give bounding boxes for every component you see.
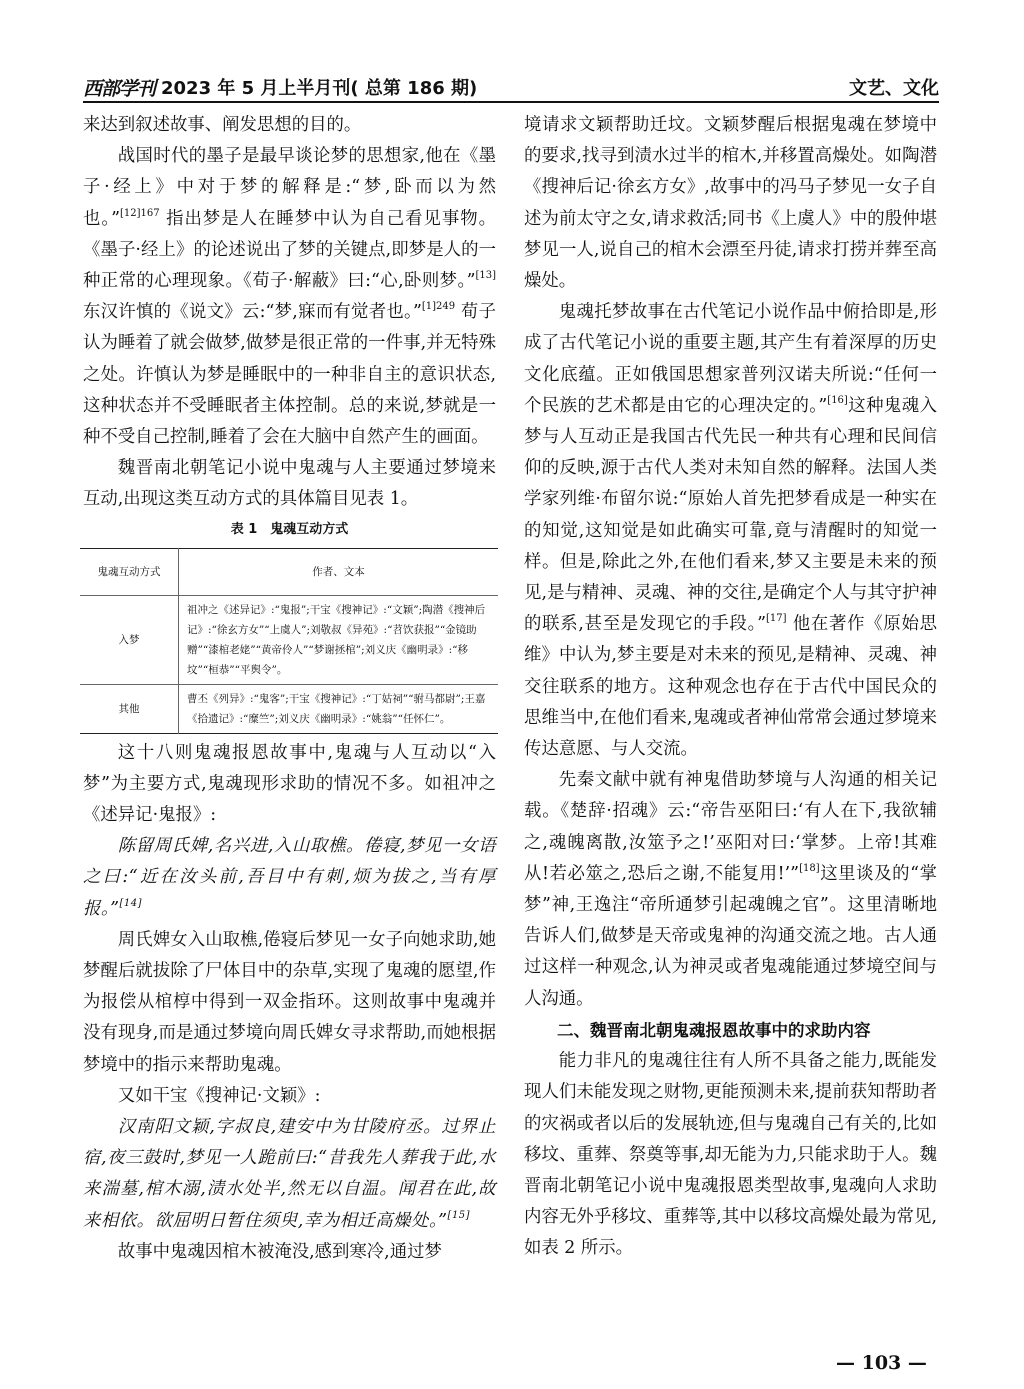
citation: [16] [827, 394, 848, 406]
citation: [15] [447, 1209, 471, 1221]
section-heading: 二、魏晋南北朝鬼魂报恩故事中的求助内容 [557, 1020, 871, 1040]
table-row [80, 595, 498, 684]
table-1 [80, 548, 498, 734]
citation: [18] [799, 862, 820, 874]
issue-info: 2023 年 5 月上半月刊( 总第 186 期) [161, 78, 478, 99]
table-cell: 曹丕《列异》:“鬼客”;干宝《搜神记》:“丁姑祠”“驸马都尉”;王嘉《拾遗记》:“糜竺”;刘义庆《幽明录》:“姚翁”“任怀仁”。 [179, 684, 499, 733]
paragraph: 能力非凡的鬼魂往往有人所不具备之能力,既能发现人们未能发现之财物,更能预测未来,提前获知帮助者的灾祸或者以后的发展轨迹,但与鬼魂自己有关的,比如移坟、重葬、祭奠等事,却无能为力,只能求助于人。魏晋南北朝笔记小说中鬼魂报恩类型故事,鬼魂向人求助内容无外乎移坟、重葬等,其中以移坟高燥处最为常见,如表 2 所示。 [524, 1051, 937, 1259]
paragraph: 故事中鬼魂因棺木被淹没,感到寒冷,通过梦 [117, 1241, 442, 1262]
table-caption: 表 1 鬼魂互动方式 [230, 521, 349, 537]
table-row [80, 684, 498, 733]
citation: [13] [475, 270, 496, 282]
citation: [17] [765, 613, 787, 625]
citation: [12]167 [119, 207, 160, 219]
right-column [524, 110, 937, 1265]
paragraph: 战国时代的墨子是最早谈论梦的思想家,他在《墨子·经上》中对于梦的解释是:“梦,卧而以为然也。”$^{[12]167}$ 指出梦是人在睡梦中认为自己看见事物。《墨子·经上》的论述说出了梦的关键点,即梦是人的一种正常的心理现象。《荀子·解蔽》曰:“心,卧则梦。”[13] 东汉许慎的《说文》云:“梦,寐而有觉者也。”$^{[1]249}$ 荀子认为睡着了就会做梦,做梦是很正常的一件事,并无特殊之处。许慎认为梦是睡眠中的一种非自主的意识状态,这种状态并不受睡眠者主体控制。总的来说,梦就是一种不受自己控制,睡着了会在大脑中自然产生的画面。 [83, 146, 497, 448]
journal-logo: 西部学刊 [83, 78, 156, 100]
table-header-cell: 鬼魂互动方式 [80, 548, 179, 595]
table-cell: 祖冲之《述异记》:“鬼报”;干宝《搜神记》:“文颖”;陶潜《搜神后记》:“徐玄方女”“上虞人”;刘敬叔《异苑》:“苕饮获报”“金镜助赠”“漆棺老姥”“黄帝伶人”“梦谢拯棺”;刘义庆《幽明录》:“移坟”“桓恭”“平舆令”。 [179, 595, 499, 684]
paragraph: 又如干宝《搜神记·文颖》: [117, 1085, 321, 1106]
page-header [83, 70, 939, 102]
table-cell: 其他 [80, 684, 179, 733]
paragraph: 魏晋南北朝笔记小说中鬼魂与人主要通过梦境来互动,出现这类互动方式的具体篇目见表 1。 [83, 458, 496, 510]
paragraph: 周氏婢女入山取樵,倦寝后梦见一女子向她求助,她梦醒后就拔除了尸体目中的杂草,实现了鬼魂的愿望,作为报偿从棺椁中得到一双金指环。这则故事中鬼魂并没有现身,而是通过梦境向周氏婢女寻求帮助,而她根据梦境中的指示来帮助鬼魂。 [83, 929, 496, 1075]
paragraph: 这十八则鬼魂报恩故事中,鬼魂与人互动以“入梦”为主要方式,鬼魂现形求助的情况不多。如祖冲之《述异记·鬼报》: [83, 742, 496, 826]
paragraph: 境请求文颖帮助迁坟。文颖梦醒后根据鬼魂在梦境中的要求,找寻到渍水过半的棺木,并移置高燥处。如陶潜《搜神后记·徐玄方女》,故事中的冯马子梦见一女子自述为前太守之女,请求救活;同书《上虞人》中的殷仲堪梦见一人,说自己的棺木会漂至丹徒,请求打捞并葬至高燥处。 [524, 115, 937, 292]
header-rule [83, 101, 939, 103]
citation: [1]249 [421, 301, 456, 313]
paragraph: 鬼魂托梦故事在古代笔记小说作品中俯拾即是,形成了古代笔记小说的重要主题,其产生有着深厚的历史文化底蕴。正如俄国思想家普列汉诺夫所说:“任何一个民族的艺术都是由它的心理决定的。”[16]这种鬼魂入梦与人互动正是我国古代先民一种共有心理和民间信仰的反映,源于古代人类对未知自然的解释。法国人类学家列维·布留尔说:“原始人首先把梦看成是一种实在的知觉,这知觉是如此确实可靠,竟与清醒时的知觉一样。但是,除此之外,在他们看来,梦又主要是未来的预见,是与精神、灵魂、神的交往,是确定个人与其守护神的联系,甚至是发现它的手段。”[17] 他在著作《原始思维》中认为,梦主要是对未来的预见,是精神、灵魂、神交往联系的地方。这种观念也存在于古代中国民众的思维当中,在他们看来,鬼魂或者神仙常常会通过梦境来传达意愿、与人交流。 [524, 302, 937, 760]
page-number: — 103 — [836, 1352, 927, 1374]
table-header-cell: 作者、文本 [179, 548, 499, 595]
paragraph: 先秦文献中就有神鬼借助梦境与人沟通的相关记载。《楚辞·招魂》云:“帝告巫阳曰:‘有人在下,我欲辅之,魂魄离散,汝筮予之!’巫阳对曰:‘掌梦。上帝!其难从!若必筮之,恐后之谢,不能复用!’”[18]这里谈及的“掌梦”神,王逸注“帝所通梦引起魂魄之官”。这里清晰地告诉人们,做梦是天帝或鬼神的沟通交流之地。古人通过这样一种观念,认为神灵或者鬼魂能通过梦境空间与人沟通。 [524, 770, 937, 1009]
section-title: 文艺、文化 [849, 78, 939, 99]
table-cell: 入梦 [80, 595, 179, 684]
block-quote: 汉南阳文颖,字叔良,建安中为甘陵府丞。过界止宿,夜三鼓时,梦见一人跪前曰:“昔我先人葬我于此,水来湍墓,棺木溺,渍水处半,然无以自温。闻君在此,故来相依。欲屈明日暂住须臾,幸为相迁高燥处。”[15] [83, 1117, 496, 1231]
paragraph: 来达到叙述故事、阐发思想的目的。 [83, 115, 362, 135]
citation: [14] [119, 897, 143, 909]
left-column [83, 110, 496, 1268]
block-quote: 陈留周氏婢,名兴进,入山取樵。倦寝,梦见一女语之曰:“近在汝头前,吾目中有刺,烦为拔之,当有厚报。”[14] [83, 836, 496, 919]
